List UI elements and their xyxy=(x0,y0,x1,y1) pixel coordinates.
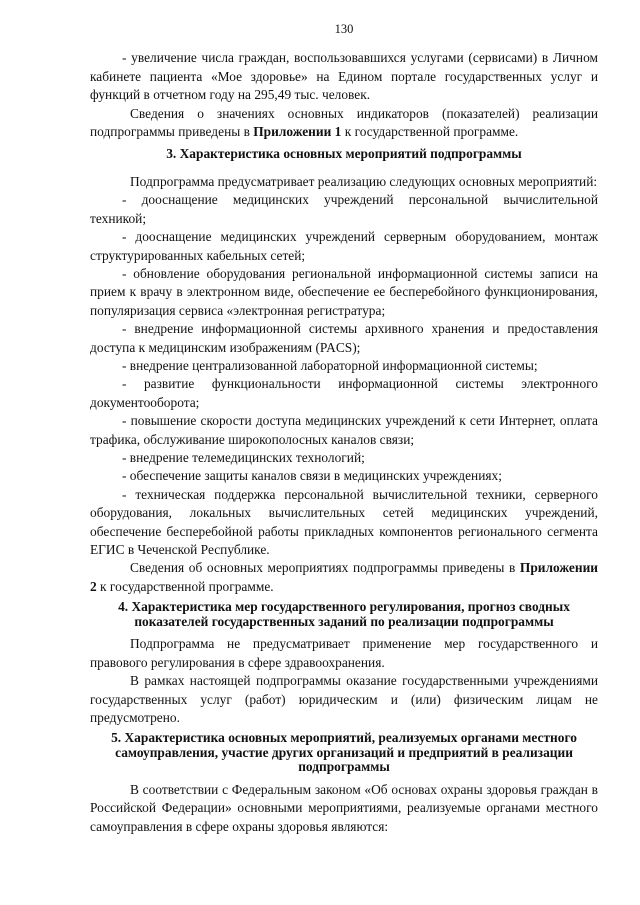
list-item: - дооснащение медицинских учреждений серверным оборудованием, монтаж структурированных кабельных сетей; xyxy=(90,229,598,263)
list-item: - техническая поддержка персональной вычислительной техники, серверного оборудования, локальных вычислительных сетей медицинских учреждений, обеспечение бесперебойной работы прикладных компонентов регионального сегмента ЕГИС в Чеченской Республике. xyxy=(90,486,598,558)
paragraph: Подпрограмма предусматривает реализацию следующих основных мероприятий: xyxy=(130,173,598,189)
paragraph: Подпрограмма не предусматривает применение мер государственного и правового регулирования в сфере здравоохранения. xyxy=(90,636,598,670)
appendix-link: Приложении 1 xyxy=(253,124,342,140)
paragraph-appendix-ref: Сведения об основных мероприятиях подпрограммы приведены в Приложении 2 к государственной программе. xyxy=(90,560,598,594)
paragraph-appendix-ref: Сведения о значениях основных индикаторов (показателей) реализации подпрограммы приведены в Приложении 1 к государственной программе. xyxy=(90,105,598,140)
section-heading: 5. Характеристика основных мероприятий, реализуемых органами местного самоуправления, участие других организаций и предприятий в реализации подпрограммы xyxy=(111,730,577,775)
list-item: - увеличение числа граждан, воспользовавшихся услугами (сервисами) в Личном кабинете пациента «Мое здоровье» на Едином портале государственных услуг и функций в отчетном году на 295,49 тыс. человек. xyxy=(90,50,598,103)
list-item: - повышение скорости доступа медицинских учреждений к сети Интернет, оплата трафика, обслуживание широкополосных каналов связи; xyxy=(90,413,598,447)
section-heading: 3. Характеристика основных мероприятий подпрограммы xyxy=(166,146,522,162)
section-heading: 4. Характеристика мер государственного регулирования, прогноз сводных показателей государственных заданий по реализации подпрограммы xyxy=(118,599,570,629)
list-item: - дооснащение медицинских учреждений персональной вычислительной техникой; xyxy=(90,192,598,226)
appendix-link: Приложении 2 xyxy=(90,560,598,594)
list-item: - обновление оборудования региональной информационной системы записи на прием к врачу в электронном виде, обеспечение ее бесперебойного функционирования, популяризация сервиса «электронная регистратура; xyxy=(90,265,598,318)
list-item: - развитие функциональности информационной системы электронного документооборота; xyxy=(90,376,598,410)
list-item: - обеспечение защиты каналов связи в медицинских учреждениях; xyxy=(122,468,502,484)
list-item: - внедрение телемедицинских технологий; xyxy=(122,450,365,466)
paragraph: В соответствии с Федеральным законом «Об основах охраны здоровья граждан в Российской Федерации» основными мероприятиями, реализуемые органами местного самоуправления в сфере охраны здоровья являются: xyxy=(90,781,598,834)
paragraph: В рамках настоящей подпрограммы оказание государственными учреждениями государственных услуг (работ) юридическим и (или) физическим лицам не предусмотрено. xyxy=(90,673,598,725)
list-item: - внедрение информационной системы архивного хранения и предоставления доступа к медицинским изображениям (PACS); xyxy=(90,321,598,355)
page-number: 130 xyxy=(334,22,354,36)
list-item: - внедрение централизованной лабораторной информационной системы; xyxy=(122,358,538,373)
